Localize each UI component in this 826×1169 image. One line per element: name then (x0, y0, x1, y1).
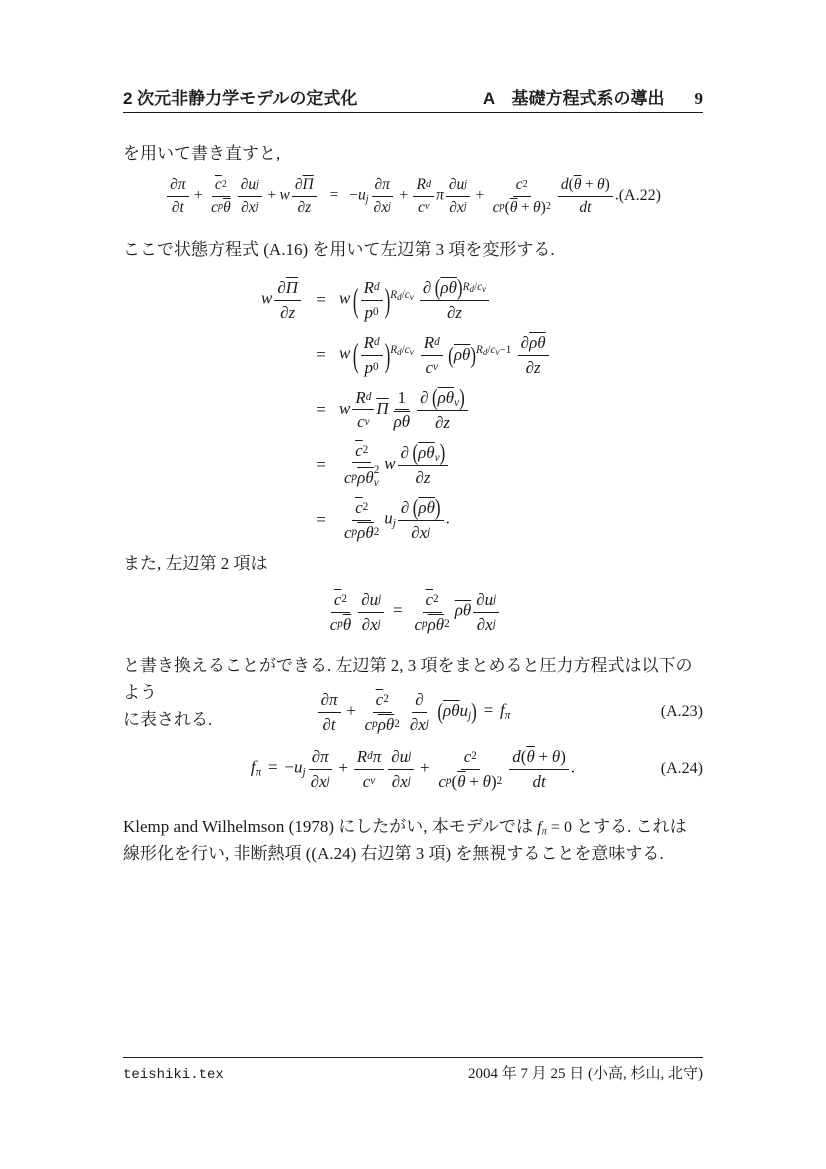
equation-a22-math: $\frac{\partial\pi}{\partial t}$ + $\overline{c}$ 2 c p $\overline{\theta}$ ∂u j ∂x j + w ∂ $\overline{\Pi}$ ∂z = −uj ∂π ∂x j + R d c v π ∂u j ∂x j + c 2 c p ( $\overline{\theta}$ + θ ) 2 d ( $\overline{\theta}$ + θ ) dt . (165, 175, 619, 217)
footer-rule (123, 1057, 703, 1058)
running-head (123, 84, 703, 109)
footer-date: 2004 年 7 月 25 日 (小高, 杉山, 北守) (468, 1066, 703, 1082)
running-head-right: A 基礎方程式系の導出 (482, 89, 665, 108)
derivation-row-1 (123, 274, 703, 326)
derivation-row-2-rhs: w ( R d p 0 ) $^{R_d/c_v}$ R d c v ( $\overline{\rho}\overline{\theta}$ ) $^{R_d/c_v-1}$ ∂ $\overline{\rho}$ $\overline{\theta}$ ∂z (339, 332, 551, 378)
derivation-row-2 (123, 329, 703, 381)
paragraph-klemp-line-2: 線形化を行い, 非断熱項 ((A.24) 右辺第 3 項) を無視することを意味する. (123, 844, 664, 863)
klemp-text-after: とする. これは (571, 817, 687, 836)
paragraph-intro: を用いて書き直すと, (123, 144, 281, 163)
page-number: 9 (694, 89, 703, 108)
equation-a23-math: $\frac{\partial\pi}{\partial t}$ + $\overline{c}$ 2 c p $\overline{\rho}$ $\overline{\theta}$ 2 ∂ ∂x j ( $\overline{\rho}\overline{\theta}uj$ ) = fπ (316, 689, 511, 735)
equation-a24-math: fπ = −uj ∂π ∂x j + R d π c v ∂u j ∂x j + c 2 c p ( $\overline{\theta}$ + θ ) 2 d ( $\overline{\theta}$ + θ ) dt . (250, 747, 576, 791)
derivation-block (123, 274, 703, 549)
paragraph-second-term: また, 左辺第 2 項は (123, 554, 268, 573)
paragraph-klemp-line-1 (123, 814, 703, 841)
equation-a23 (123, 688, 703, 736)
equation-a24 (123, 743, 703, 795)
paragraph-state-eq: ここで状態方程式 (A.16) を用いて左辺第 3 項を変形する. (123, 240, 555, 259)
equals-sign: = (316, 510, 326, 529)
derivation-row-5 (123, 494, 703, 546)
paragraph-rewrite-line-2: に表される. (123, 710, 213, 729)
derivation-row-1-rhs: w ( R d p 0 ) $^{R_d/c_v}$ ∂ ( $\overline{\rho}\overline{\theta}$ ) $R_d/c_v$ ∂z (339, 277, 491, 323)
running-head-left: 2 次元非静力学モデルの定式化 (123, 89, 358, 108)
derivation-row-4-rhs: $\overline{c}$ 2 c p $\overline{\rho}$ $\overline{\theta}$ 2 v w ∂ ( $\overline{\rho}\overline{\theta}v$ ) ∂z (339, 440, 450, 490)
equation-second-term (123, 576, 703, 648)
derivation-row-4 (123, 439, 703, 491)
equation-second-term-math: $\overline{c}$ 2 c p $\overline{\theta}$ ∂u j ∂x j = $\overline{c}$ 2 c p $\overline{\rho}$ $\overline{\theta}$ 2 $\overline{\rho}\overline{\theta}$ ∂u j ∂x j (325, 589, 502, 635)
footer-filename: teishiki.tex (123, 1067, 224, 1083)
paragraph-rewrite-line-1: と書き換えることができる. 左辺第 2, 3 項をまとめると圧力方程式は以下のよう (123, 656, 693, 702)
header-rule (123, 112, 703, 113)
equals-sign: = (316, 345, 326, 364)
equation-a22 (123, 154, 703, 238)
equation-number-a24: (A.24) (660, 760, 703, 777)
derivation-row-3-rhs: w R d c v $\overline{\Pi}$ 1 $\overline{\rho}$ $\overline{\theta}$ ∂ ( $\overline{\rho}\overline{\theta}v$ ) ∂z (339, 387, 470, 433)
klemp-text-before: Klemp and Wilhelmson (1978) にしたがい, 本モデルでは (123, 817, 538, 836)
paragraph-klemp (123, 814, 703, 867)
equation-number-a22: (A.22) (618, 187, 661, 204)
equals-sign: = (316, 400, 326, 419)
equals-sign: = (316, 290, 326, 309)
derivation-row-1-lhs: w ∂ $\overline{\Pi}$ ∂z (261, 277, 303, 323)
inline-math-fpi: fπ = 0 (537, 819, 572, 838)
derivation-row-3 (123, 384, 703, 436)
running-head-right-group (483, 84, 703, 109)
equals-sign: = (316, 455, 326, 474)
equation-number-a23: (A.23) (660, 703, 703, 720)
footer (123, 1062, 703, 1083)
derivation-row-5-rhs: $\overline{c}$ 2 c p $\overline{\rho}$ $\overline{\theta}$ 2 uj ∂ ( $\overline{\rho}\overline{\theta}$ ) ∂x j . (344, 495, 450, 542)
